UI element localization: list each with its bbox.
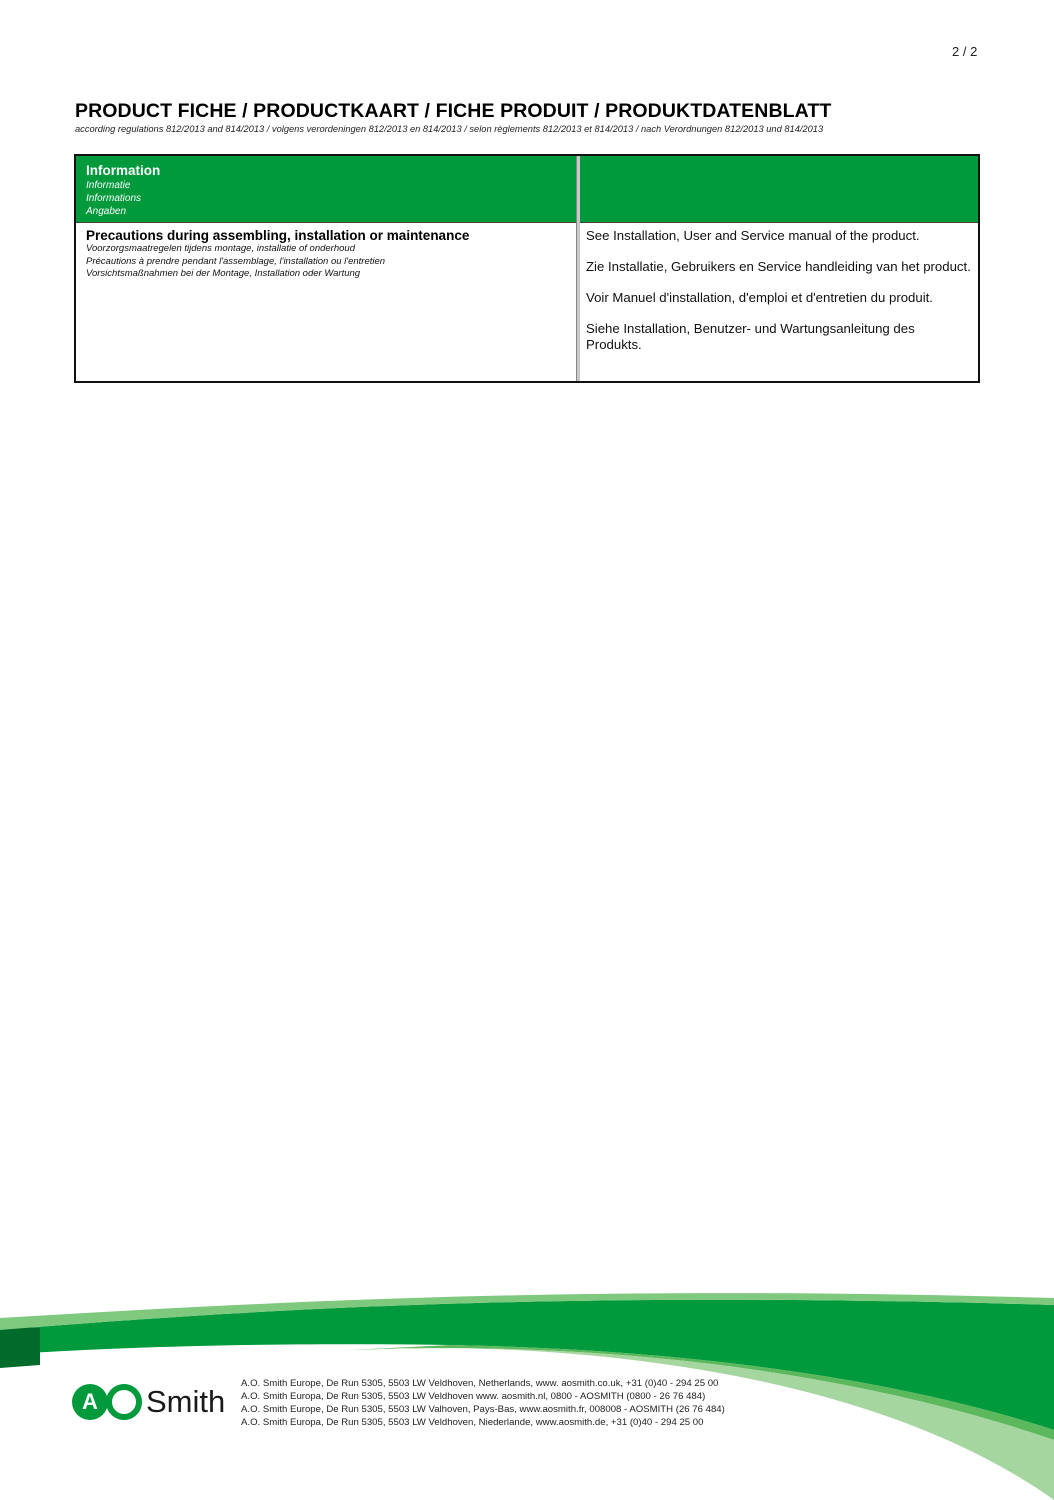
table-header-label <box>86 163 160 218</box>
table-row-value <box>586 228 971 368</box>
row-value-nl: Zie Installatie, Gebruikers en Service handleiding van het product. <box>586 259 971 274</box>
product-fiche-table <box>74 154 980 383</box>
row-label-fr: Précautions à prendre pendant l'assemblage, l'installation ou l'entretien <box>86 255 386 267</box>
row-value-de: Siehe Installation, Benutzer- und Wartungsanleitung des Produkts. <box>586 321 915 352</box>
page-number: 2 / 2 <box>952 44 978 59</box>
table-header-row <box>76 156 978 223</box>
logo-a-icon: A <box>72 1384 108 1420</box>
logo-smith-text: Smith <box>146 1384 226 1419</box>
header-label-en: Information <box>86 163 161 178</box>
header-label-nl: Informatie <box>86 180 131 191</box>
page-title: PRODUCT FICHE / PRODUCTKAART / FICHE PRODUIT / PRODUKTDATENBLATT <box>75 100 832 122</box>
row-value-fr: Voir Manuel d'installation, d'emploi et d'entretien du produit. <box>586 290 933 305</box>
logo-o-icon <box>106 1384 142 1420</box>
address-line-en: A.O. Smith Europe, De Run 5305, 5503 LW Veldhoven, Netherlands, www. aosmith.co.uk, +31 (0)40 - 294 25 00 <box>241 1378 719 1389</box>
address-line-nl: A.O. Smith Europa, De Run 5305, 5503 LW Veldhoven www. aosmith.nl, 0800 - AOSMITH (0800 - 26 76 484) <box>241 1391 706 1402</box>
page-subtitle: according regulations 812/2013 and 814/2013 / volgens verordeningen 812/2013 en 814/2013 / selon règlements 812/2013 et 814/2013 / nach Verordnungen 812/2013 und 814/2013 <box>75 124 824 134</box>
row-label-nl: Voorzorgsmaatregelen tijdens montage, installatie of onderhoud <box>86 243 355 254</box>
header-label-fr: Informations <box>86 193 142 204</box>
column-divider <box>576 156 580 381</box>
header-label-de: Angaben <box>86 206 127 217</box>
row-label-de: Vorsichtsmaßnahmen bei der Montage, Installation oder Wartung <box>86 268 361 279</box>
table-row-label <box>86 228 566 281</box>
row-label-en: Precautions during assembling, installation or maintenance <box>86 228 470 243</box>
address-line-de: A.O. Smith Europa, De Run 5305, 5503 LW Veldhoven, Niederlande, www.aosmith.de, +31 (0)40 - 294 25 00 <box>241 1417 704 1428</box>
address-line-fr: A.O. Smith Europe, De Run 5305, 5503 LW Valhoven, Pays-Bas, www.aosmith.fr, 008008 - AOSMITH (26 76 484) <box>241 1404 725 1415</box>
row-value-en: See Installation, User and Service manual of the product. <box>586 228 920 243</box>
footer-address <box>241 1377 725 1429</box>
aosmith-logo <box>72 1384 225 1420</box>
